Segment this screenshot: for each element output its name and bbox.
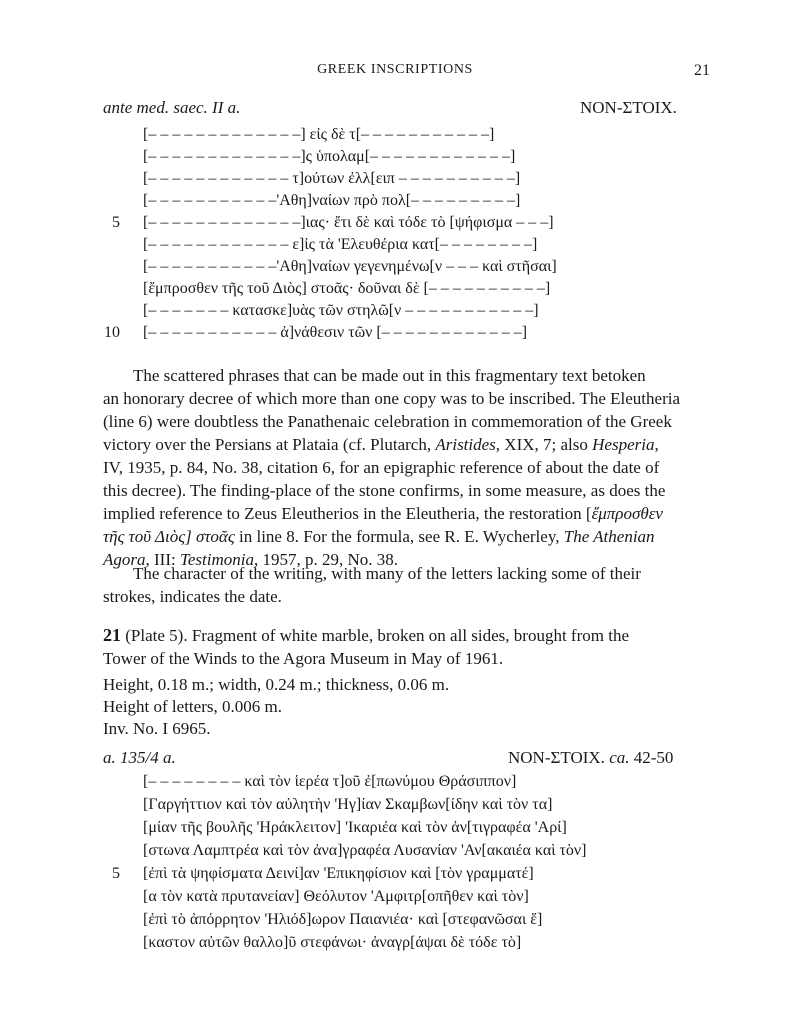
line-number: 5 bbox=[112, 214, 120, 231]
inscription2-date: a. 135/4 a. bbox=[103, 748, 176, 767]
inscription2-line: [ἐπὶ τὸ ἀπόρρητον 'Ηλιόδ]ωρον Παιανιέα· καὶ [στεφανῶσαι ἕ] bbox=[143, 911, 543, 928]
inscription1-line: [– – – – – – – – – – – – –]ς ὑπολαμ[– – – – – – – – – – – –] bbox=[143, 148, 516, 165]
commentary-paragraph-1: The scattered phrases that can be made out in this fragmentary text betoken an honorary decree of which more than one copy was to be inscribed. The Eleutheria (line 6) were doubtless the Panathenaic celebration in commemoration of the Greek victory over the Persians at Plataia (cf. Plutarch, Aristides, XIX, 7; also Hesperia, IV, 1935, p. 84, No. 38, citation 6, for an epigraphic reference of about the date of this decree). The finding-place of the stone confirms, in some measure, as does the implied reference to Zeus Eleutherios in the Eleutheria, the restoration [ἔμπροσθεν τῆς τοῦ Διὸς] στοᾶς in line 8. For the formula, see R. E. Wycherley, The Athenian Agora, III: Testimonia, 1957, p. 29, No. 38. bbox=[103, 366, 680, 569]
line-number: 5 bbox=[112, 865, 120, 882]
inscription1-line: [ἔμπροσθεν τῆς τοῦ Διὸς] στοᾶς· δοῦναι δὲ [– – – – – – – – – –] bbox=[143, 280, 551, 297]
inscription1-style: NON-ΣΤΟΙΧ. bbox=[580, 98, 677, 117]
commentary-paragraph-2: The character of the writing, with many of the letters lacking some of their strokes, indicates the date. bbox=[103, 564, 641, 606]
inscription1-line: [– – – – – – – – – – – – ε]ἰς τὰ 'Ελευθέρια κατ[– – – – – – – –] bbox=[143, 236, 538, 253]
entry21-letter-height: Height of letters, 0.006 m. bbox=[103, 697, 282, 716]
inscription2-line: [α τὸν κατὰ πρυτανείαν] Θεόλυτον 'Αμφιτρ[οπῆθεν καὶ τὸν] bbox=[143, 888, 529, 905]
inscription1-line: [– – – – – – – – – – – ἀ]νάθεσιν τῶν [– – – – – – – – – – – –] bbox=[143, 324, 528, 341]
entry-number: 21 bbox=[103, 625, 121, 645]
inscription2-line: [– – – – – – – – καὶ τὸν ἱερέα τ]οῦ ἐ[πωνύμου Θράσιππον] bbox=[143, 773, 517, 790]
entry21-inventory: Inv. No. I 6965. bbox=[103, 719, 211, 738]
inscription2-line: [μίαν τῆς βουλῆς 'Ηράκλειτον] 'Ικαριέα καὶ τὸν ἀν[τιγραφέα 'Αρί] bbox=[143, 819, 567, 836]
entry21-description: 21 (Plate 5). Fragment of white marble, broken on all sides, brought from the Tower of the Winds to the Agora Museum in May of 1961. bbox=[103, 625, 629, 668]
entry21-dimensions: Height, 0.18 m.; width, 0.24 m.; thickness, 0.06 m. bbox=[103, 675, 450, 694]
inscription2-line: [ἐπὶ τὰ ψηφίσματα Δεινί]αν 'Επικηφίσιον καὶ [τὸν γραμματέ] bbox=[143, 865, 534, 882]
inscription1-line: [– – – – – – – – – – – – –] εἰς δὲ τ[– – – – – – – – – – –] bbox=[143, 126, 495, 143]
inscription2-line: [Γαργήττιον καὶ τὸν αὐλητὴν 'Ηγ]ίαν Σκαμβων[ίδην καὶ τὸν τα] bbox=[143, 796, 553, 813]
inscription2-style: NON-ΣΤΟΙΧ. ca. 42-50 bbox=[508, 748, 674, 767]
inscription1-line: [– – – – – – – – – – –'Αθη]ναίων γεγενημένω[ν – – – καὶ στῆσαι] bbox=[143, 258, 557, 275]
inscription1-line: [– – – – – – – – – – –'Αθη]ναίων πρὸ πολ[– – – – – – – – –] bbox=[143, 192, 521, 209]
page-number: 21 bbox=[694, 62, 710, 79]
inscription1-line: [– – – – – – – κατασκε]υὰς τῶν στηλῶ[ν – – – – – – – – – – –] bbox=[143, 302, 539, 319]
inscription1-date: ante med. saec. II a. bbox=[103, 98, 241, 117]
line-number: 10 bbox=[104, 324, 120, 341]
inscription1-line: [– – – – – – – – – – – – –]ιας· ἔτι δὲ καὶ τόδε τὸ [ψήφισμα – – –] bbox=[143, 214, 554, 231]
inscription1-line: [– – – – – – – – – – – – τ]ούτων ἐλλ[ειπ – – – – – – – – – –] bbox=[143, 170, 521, 187]
running-header: GREEK INSCRIPTIONS bbox=[317, 62, 473, 77]
inscription2-line: [στωνα Λαμπτρέα καὶ τὸν ἀνα]γραφέα Λυσανίαν 'Αν[ακαιέα καὶ τὸν] bbox=[143, 842, 587, 859]
inscription2-line: [καστον αὐτῶν θαλλο]ῦ στεφάνωι· ἀναγρ[άψαι δὲ τόδε τὸ] bbox=[143, 934, 522, 951]
